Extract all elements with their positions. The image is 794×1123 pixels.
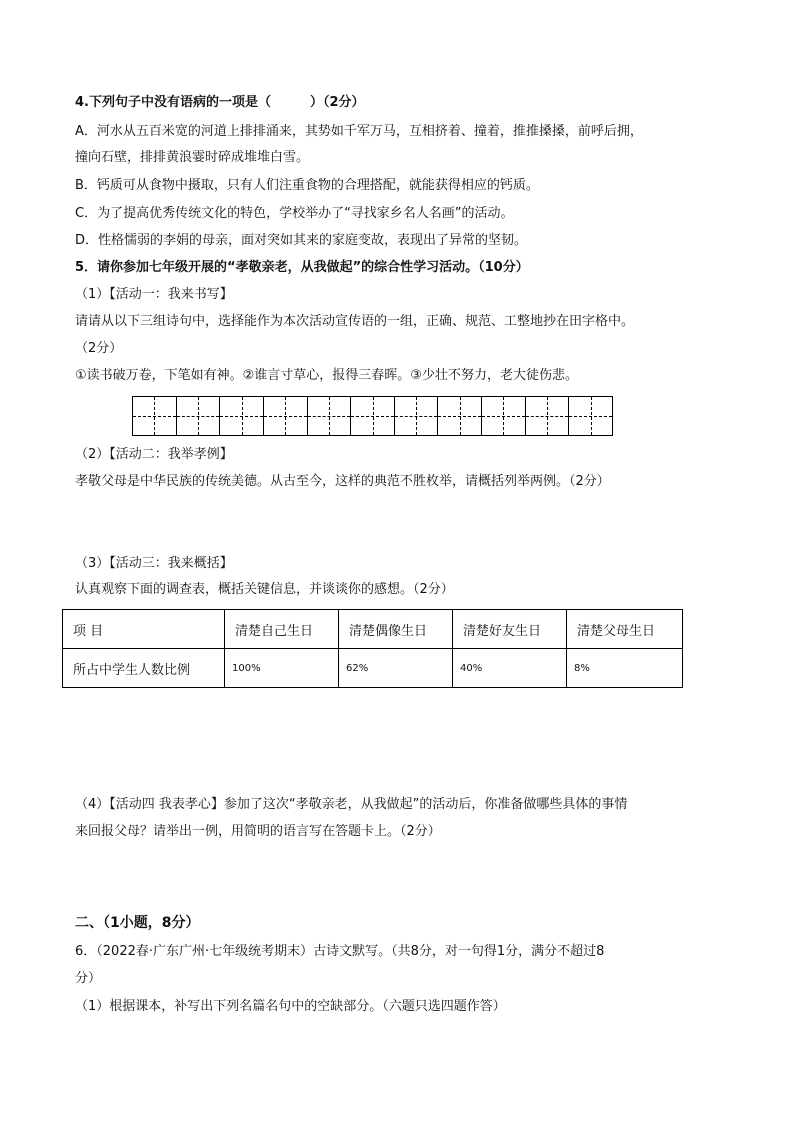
q4-option-a-line1: A．河水从五百米宽的河道上排排涌来，其势如千军万马，互相挤着、撞着，推推搡搡，前呼后拥， [75, 124, 643, 139]
tianzige-cell[interactable] [482, 397, 526, 435]
table-row-label: 所占中学生人数比例 [63, 649, 225, 688]
tianzige-cell[interactable] [395, 397, 439, 435]
tianzige-guide-vertical [242, 397, 243, 435]
tianzige-guide-vertical [416, 397, 417, 435]
q4-stem: 4.下列句子中没有语病的一项是（ ）（2分） [75, 95, 365, 110]
tianzige-writing-grid[interactable] [132, 396, 613, 436]
tianzige-guide-vertical [460, 397, 461, 435]
table-header-cell: 清楚好友生日 [453, 610, 567, 649]
table-cell: 62% [339, 649, 453, 688]
table-header-cell: 清楚父母生日 [567, 610, 683, 649]
tianzige-cell[interactable] [308, 397, 352, 435]
tianzige-cell[interactable] [133, 397, 177, 435]
q5-activity3-title: （3）【活动三：我来概括】 [75, 556, 233, 571]
tianzige-guide-vertical [373, 397, 374, 435]
tianzige-cell[interactable] [177, 397, 221, 435]
tianzige-guide-vertical [154, 397, 155, 435]
tianzige-cell[interactable] [351, 397, 395, 435]
tianzige-cell[interactable] [264, 397, 308, 435]
table-cell: 8% [567, 649, 683, 688]
tianzige-cell[interactable] [220, 397, 264, 435]
q5-activity2-text: 孝敬父母是中华民族的传统美德。从古至今，这样的典范不胜枚举，请概括列举两例。（2分） [75, 474, 610, 489]
table-header-cell: 清楚偶像生日 [339, 610, 453, 649]
q5-activity3-text: 认真观察下面的调查表，概括关键信息，并谈谈你的感想。（2分） [75, 582, 454, 597]
tianzige-cell[interactable] [569, 397, 612, 435]
q5-activity4-line1: （4）【活动四 我表孝心】参加了这次“孝敬亲老，从我做起”的活动后，你准备做哪些具体的事情 [75, 797, 628, 812]
table-row [63, 649, 683, 688]
tianzige-cell[interactable] [438, 397, 482, 435]
section-2-heading: 二、（1小题，8分） [75, 915, 200, 931]
q5-activity2-title: （2）【活动二：我举孝例】 [75, 447, 233, 462]
tianzige-guide-vertical [198, 397, 199, 435]
survey-table [62, 609, 683, 688]
tianzige-cell[interactable] [526, 397, 570, 435]
q5-activity1-title: （1）【活动一：我来书写】 [75, 287, 233, 302]
q6-stem-line1: 6．（2022春·广东广州·七年级统考期末）古诗文默写。（共8分，对一句得1分，满分不超过8 [75, 944, 605, 959]
q5-activity1-options: ①读书破万卷，下笔如有神。②谁言寸草心，报得三春晖。③少壮不努力，老大徒伤悲。 [75, 368, 578, 383]
q5-activity1-score: （2分） [75, 341, 123, 356]
q5-activity1-instruction: 请请从以下三组诗句中，选择能作为本次活动宣传语的一组，正确、规范、工整地抄在田字格中。 [75, 314, 635, 329]
q4-option-d: D．性格懦弱的李娟的母亲，面对突如其来的家庭变故，表现出了异常的坚韧。 [75, 233, 528, 248]
q4-option-c: C．为了提高优秀传统文化的特色，学校举办了“寻找家乡名人名画”的活动。 [75, 206, 514, 221]
table-cell: 40% [453, 649, 567, 688]
table-cell: 100% [225, 649, 339, 688]
q6-stem-line2: 分） [75, 971, 102, 986]
q4-option-b: B．钙质可从食物中摄取，只有人们注重食物的合理搭配，就能获得相应的钙质。 [75, 178, 539, 193]
table-header-row [63, 610, 683, 649]
tianzige-guide-vertical [503, 397, 504, 435]
tianzige-guide-vertical [285, 397, 286, 435]
q4-option-a-line2: 撞向石壁，排排黄浪霎时碎成堆堆白雪。 [75, 150, 310, 165]
q5-activity4-line2: 来回报父母？请举出一例，用简明的语言写在答题卡上。（2分） [75, 824, 441, 839]
tianzige-guide-vertical [547, 397, 548, 435]
table-header-cell: 清楚自己生日 [225, 610, 339, 649]
table-header-cell: 项 目 [63, 610, 225, 649]
tianzige-guide-vertical [329, 397, 330, 435]
q5-stem: 5．请你参加七年级开展的“孝敬亲老，从我做起”的综合性学习活动。（10分） [75, 260, 529, 275]
q6-sub1: （1）根据课本，补写出下列名篇名句中的空缺部分。（六题只选四题作答） [75, 999, 506, 1014]
tianzige-guide-vertical [591, 397, 592, 435]
